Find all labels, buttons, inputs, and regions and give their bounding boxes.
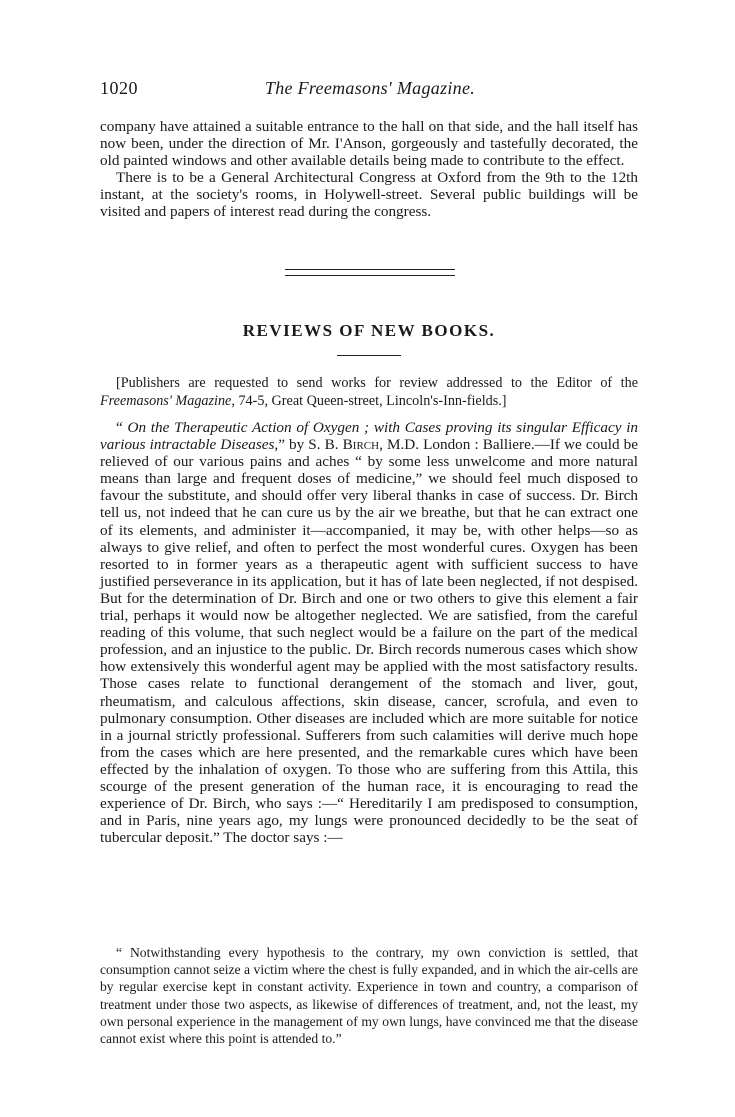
review-book-title: On the Therapeutic Action of Oxygen ; with Cases proving its singular Efficacy in various intractable Diseases, bbox=[100, 419, 639, 454]
review-quotation bbox=[100, 944, 638, 1047]
page-number: 1020 bbox=[100, 78, 138, 98]
review-author-surname: Birch bbox=[342, 436, 380, 454]
page-header bbox=[100, 78, 640, 100]
notice-text-before: [Publishers are requested to send works for review addressed to the Editor of the bbox=[116, 375, 638, 391]
review-body: —If we could be relieved of our various pains and aches “ by some less unwelcome and more natural means than large and frequent doses of medicine,” we should feel much disposed to favour the substitute, and should offer very liberal thanks in case of success. Dr. Birch tell us, not indeed that he can cure us by the air we breathe, but that he can extract one of its elements, and administer it—accompanied, it may be, with other helps—so as always to give relief, and often to perfect the most wonderful cures. Oxygen has been resorted to in former years as a therapeutic agent with sufficient success to have justified perseverance in its application, but it has of late been neglected, if not despised. But for the determination of Dr. Birch and one or two others to give this element a fair trial, perhaps it would now be altogether neglected. We are satisfied, from the careful reading of this volume, that such neglect would be a failure on the part of the medical profession, and an injustice to the public. Dr. Birch records numerous cases which show how extensively this wonderful agent may be applied with the most satisfactory results. Those cases relate to functional derangement of the stomach and liver, gout, rheumatism, and calculous affections, skin disease, cancer, scrofula, and even to pulmonary consumption. Other diseases are included which are more suitable for notice in a journal strictly professional. Sufferers from such calamities will derive much hope from the cases which are here presented, and the remarkable cures which have been effected by the inhalation of oxygen. To those who are suffering from this Attila, this scourge of the present generation of the human race, it is encouraging to read the experience of Dr. Birch, who says :—“ Hereditarily I am predisposed to consumption, and in Paris, nine years ago, my lungs were pronounced decidedly to be the seat of tubercular deposit.” The doctor says :— bbox=[100, 436, 638, 847]
continuation-text bbox=[100, 118, 638, 221]
review-paragraph bbox=[100, 419, 638, 846]
review-open-quote: “ bbox=[116, 419, 128, 436]
notice-text-after: , 74-5, Great Queen-street, Lincoln's-Inn-fields.] bbox=[231, 392, 507, 409]
section-divider-double-rule bbox=[285, 269, 455, 276]
notice-paragraph bbox=[100, 375, 638, 410]
publishers-notice bbox=[100, 375, 638, 410]
quotation-paragraph: “ Notwithstanding every hypothesis to the contrary, my own conviction is settled, that consumption cannot seize a victim where the chest is fully expanded, and in which the air-cells are by regular exercise kept in constant activity. Experience in town and country, a comparison of treatment under those two aspects, as likewise of differences of treatment, and, not the least, my own personal experience in the management of my own lungs, have convinced me that the disease cannot exist where this point is attended to.” bbox=[100, 945, 638, 1047]
review-author-rest: , M.D. London : Balliere. bbox=[379, 436, 535, 454]
book-review bbox=[100, 419, 638, 846]
continuation-paragraph-1: company have attained a suitable entrance to the hall on that side, and the hall itself has now been, under the direction of Mr. I'Anson, gorgeously and tastefully decorated, the old painted windows and other available details being made to contribute to the effect. bbox=[100, 118, 638, 170]
continuation-paragraph-2: There is to be a General Architectural Congress at Oxford from the 9th to the 12th instant, at the society's rooms, in Holywell-street. Several public buildings will be visited and papers of interest read during the congress. bbox=[100, 169, 638, 221]
running-title: The Freemasons' Magazine. bbox=[264, 78, 476, 98]
section-heading: REVIEWS OF NEW BOOKS. bbox=[242, 321, 496, 340]
review-by: ” by S. B. bbox=[278, 436, 343, 454]
heading-underline-rule bbox=[337, 355, 401, 356]
notice-magazine-name: Freemasons' Magazine bbox=[100, 392, 232, 409]
